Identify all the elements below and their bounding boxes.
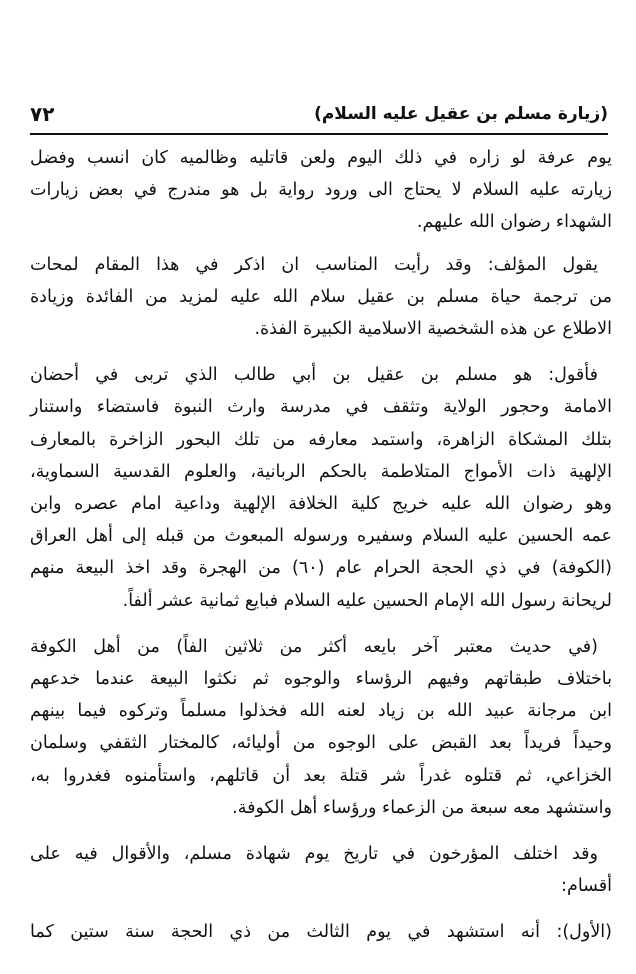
text-line: (الأول): أنه استشهد في يوم الثالث من ذي الحجة سنة ستين كما [30, 922, 612, 943]
text-line: (في حديث معتبر آخر بايعه أكثر من ثلاثين الفاً) من أهل الكوفة [30, 636, 598, 657]
text-line: (الكوفة) في ذي الحجة الحرام عام (٦٠) من الهجرة وقد اخذ البيعة منهم [30, 558, 612, 579]
text-line: الخزاعي، ثم قتلوه غدراً شر قتلة بعد أن قاتلهم، واستأمنوه فغدروا به، [30, 765, 612, 786]
text-line: يقول المؤلف: وقد رأيت المناسب ان اذكر في هذا المقام لمحات [30, 254, 598, 275]
text-line: الامامة وحجور الولاية وتثقف في مدرسة وارث النبوة فاستضاء واستنار [30, 397, 612, 418]
text-line: ابن مرجانة عبيد الله بن زياد لعنه الله فخذلوا مسلماً وتركوه فيما بينهم [30, 701, 612, 722]
text-line: واستشهد معه سبعة من الزعماء ورؤساء أهل الكوفة. [232, 797, 612, 818]
text-line: لريحانة رسول الله الإمام الحسين عليه السلام فبايع ثمانية عشر ألفاً. [122, 590, 612, 611]
page-header [30, 96, 608, 132]
body-text [30, 142, 612, 963]
text-line: الاطلاع عن هذه الشخصية الاسلامية الكبيرة الفذة. [254, 319, 612, 340]
text-line: فأقول: هو مسلم بن عقيل بن أبي طالب الذي تربى في أحضان [30, 365, 598, 386]
paragraph-4 [30, 631, 612, 824]
page-number: ٧٢ [30, 102, 55, 126]
paragraph-6 [30, 916, 612, 948]
paragraph-3 [30, 359, 612, 617]
text-line: عمه الحسين عليه السلام وسفيره ورسوله المبعوث من قبله إلى أهل العراق [30, 526, 612, 547]
paragraph-1 [30, 142, 612, 239]
text-line: وهو رضوان الله عليه خريج كلية الخلافة الإلهية وداعية امام عصره وابن [30, 494, 612, 515]
text-line: الشهداء رضوان الله عليهم. [416, 212, 612, 233]
paragraph-5 [30, 838, 612, 902]
text-line: من ترجمة حياة مسلم بن عقيل سلام الله عليه لمزيد من الفائدة وزيادة [30, 286, 612, 307]
text-line: وحيداً فريداً بعد القبض على الوجوه من أوليائه، كالمختار الثقفي وسلمان [30, 733, 612, 754]
text-line: زيارته عليه السلام لا يحتاج الى ورود رواية بل هو مندرج في بعض زيارات [30, 180, 612, 201]
text-line: أقسام: [561, 876, 612, 897]
text-line: بتلك المشكاة الزاهرة، واستمد معارفه من تلك البحور الزاخرة بالمعارف [30, 429, 612, 450]
paragraph-2 [30, 249, 612, 346]
text-line: وقد اختلف المؤرخون في تاريخ يوم شهادة مسلم، والأقوال فيه على [30, 844, 598, 865]
text-line: باختلاف طبقاتهم وفيهم الرؤساء والوجوه ثم نكثوا البيعة عندما خدعهم [30, 669, 612, 690]
text-line: يوم عرفة لو زاره في ذلك اليوم ولعن قاتليه وظالميه كان انسب وفضل [30, 148, 612, 168]
header-divider [30, 133, 608, 135]
text-line: الإلهية ذات الأمواج المتلاطمة بالحكم الربانية، والعلوم القدسية السماوية، [30, 461, 612, 482]
running-title: (زيارة مسلم بن عقيل عليه السلام) [314, 104, 608, 124]
